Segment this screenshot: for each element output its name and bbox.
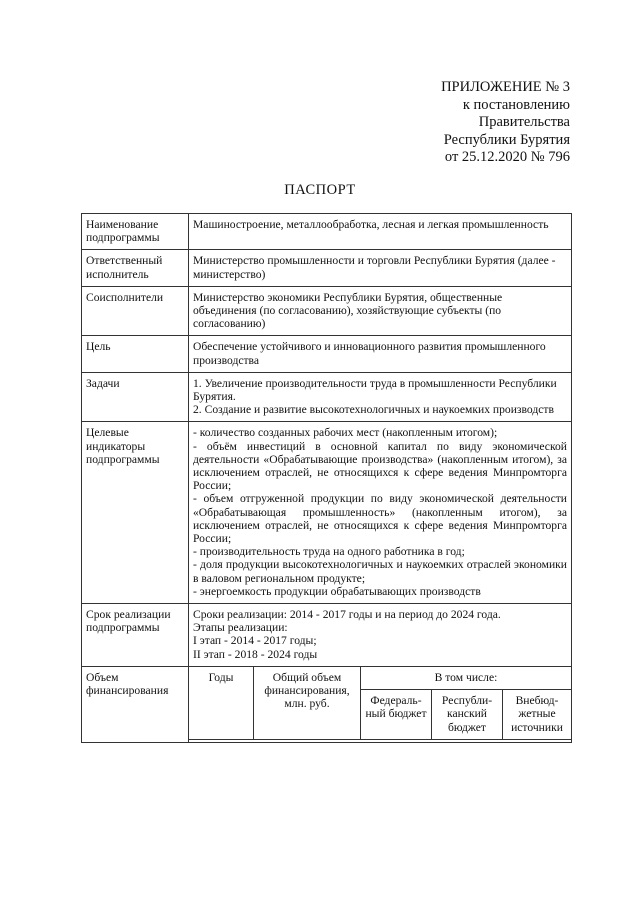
row-label: Соисполнители (82, 286, 189, 336)
col-including: В том числе: (361, 667, 572, 690)
term-line: II этап - 2018 - 2024 годы (193, 647, 318, 661)
term-line: Этапы реализации: (193, 621, 288, 635)
row-value: Обеспечение устойчивого и инновационного развития промышленного производства (189, 336, 572, 372)
appendix-block (441, 79, 570, 167)
task-item: 1. Увеличение производительности труда в промышленности Республики Бурятия. (193, 376, 557, 404)
row-label: Срок реализации подпрограммы (82, 604, 189, 667)
row-label: Объем финансирования (82, 666, 189, 742)
table-row (82, 336, 572, 372)
financing-cell (189, 666, 572, 742)
row-label: Целевые индикаторы подпрограммы (82, 422, 189, 604)
term-line: Сроки реализации: 2014 - 2017 годы и на период до 2024 года. (193, 608, 501, 622)
col-republic: Республи-канский бюджет (432, 690, 503, 740)
row-label: Задачи (82, 372, 189, 422)
financing-table (189, 667, 571, 740)
table-row (82, 666, 572, 742)
col-federal: Федераль-ный бюджет (361, 690, 432, 740)
indicator-item: - доля продукции высокотехнологичных и наукоемких отраслей экономики в валовом региональном продукте; (193, 558, 567, 585)
row-value: Министерство экономики Республики Бурятия, общественные объединения (по согласованию), хозяйствующие субъекты (по согласованию) (189, 286, 572, 336)
indicator-item: - производительность труда на одного работника в год; (193, 545, 465, 559)
row-value (189, 422, 572, 604)
indicator-item: - объем отгруженной продукции по виду экономической деятельности «Обрабатывающая промышленность» (накопленным итогом), за исключением отраслей, не относящихся к сфере ведения Минпромторга России; (193, 492, 567, 546)
table-row (82, 286, 572, 336)
table-row (82, 214, 572, 250)
appendix-ref: к постановлению (462, 96, 570, 113)
indicator-item: - количество созданных рабочих мест (накопленным итогом); (193, 426, 498, 440)
row-value (189, 604, 572, 667)
indicator-item: - энергоемкость продукции обрабатывающих производств (193, 584, 481, 598)
indicator-item: - объём инвестиций в основной капитал по виду экономической деятельности «Обрабатывающие производства» (накопленным итогом), за исключением отраслей, не относящихся к сфере ведения Минпромторга России; (193, 439, 567, 493)
financing-header-row (189, 667, 571, 690)
appendix-number: ПРИЛОЖЕНИЕ № 3 (441, 79, 570, 95)
row-value (189, 372, 572, 422)
passport-table (81, 213, 572, 743)
appendix-issuer: Правительства (478, 114, 570, 130)
appendix-region: Республики Бурятия (443, 131, 570, 148)
col-years: Годы (189, 667, 254, 739)
page-title: ПАСПОРТ (284, 182, 356, 198)
col-total: Общий объем финансирования, млн. руб. (254, 667, 361, 739)
row-value: Машиностроение, металлообработка, лесная и легкая промышленность (189, 214, 572, 250)
col-extra: Внебюд-жетные источники (503, 690, 572, 740)
table-row (82, 250, 572, 286)
row-value: Министерство промышленности и торговли Республики Бурятия (далее - министерство) (189, 250, 572, 286)
table-row (82, 372, 572, 422)
table-row (82, 604, 572, 667)
appendix-date: от 25.12.2020 № 796 (444, 149, 570, 165)
row-label: Цель (82, 336, 189, 372)
task-item: 2. Создание и развитие высокотехнологичных и наукоемких производств (193, 403, 554, 417)
term-line: I этап - 2014 - 2017 годы; (193, 634, 317, 648)
table-row (82, 422, 572, 604)
row-label: Наименование подпрограммы (82, 214, 189, 250)
row-label: Ответственный исполнитель (82, 250, 189, 286)
